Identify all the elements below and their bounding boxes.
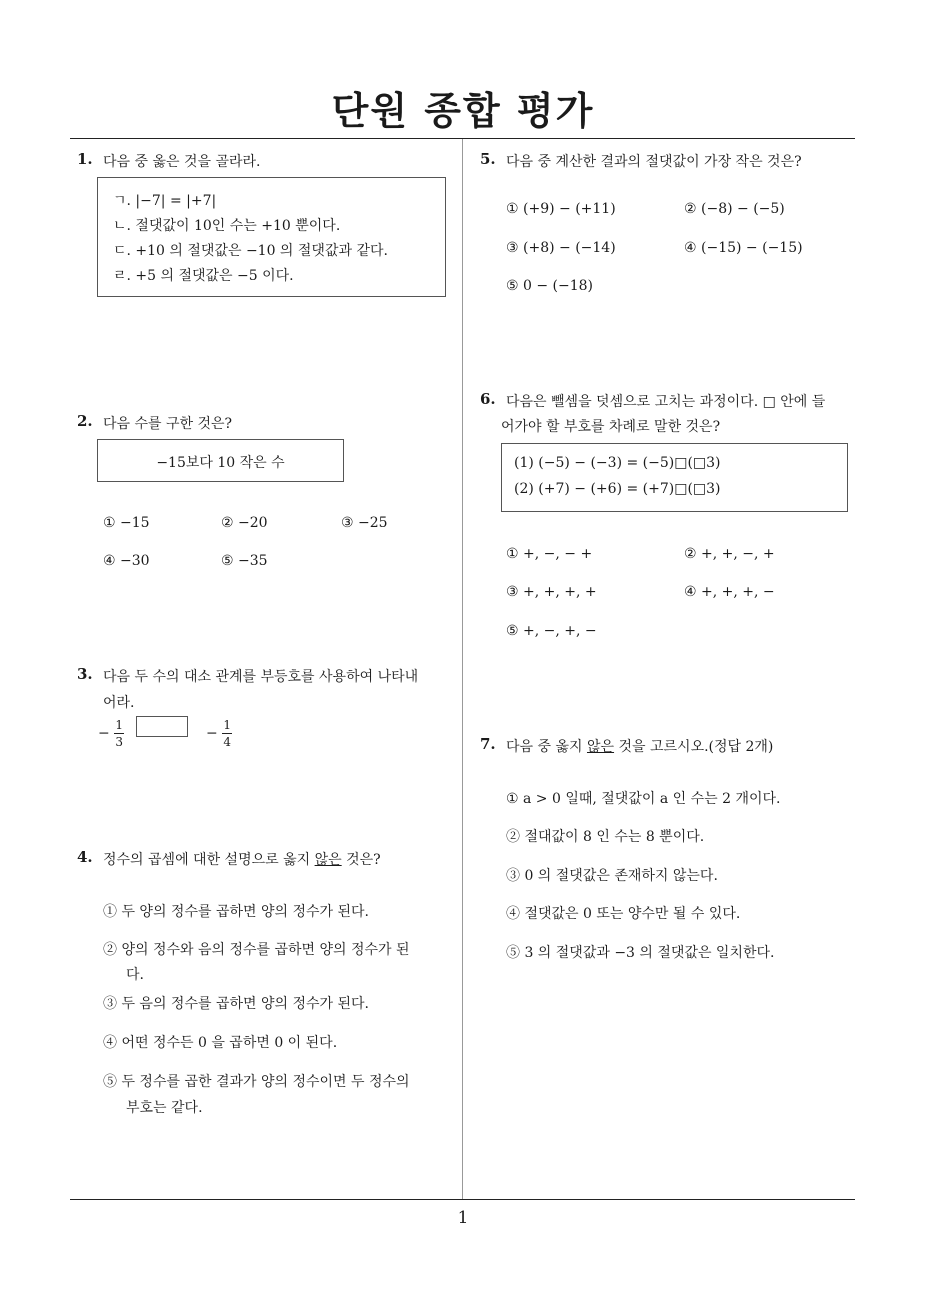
choice[interactable]: ② 절대값이 8 인 수는 8 뿐이다. [506,829,705,845]
choice[interactable]: ① a > 0 일때, 절댓값이 a 인 수는 2 개이다. [506,791,781,807]
question-text: 다음 수를 구한 것은? [103,416,233,432]
question-text-cont: 어가야 할 부호를 차례로 말한 것은? [501,419,721,435]
choice[interactable]: ④ −30 [103,553,150,569]
choice[interactable]: ② (−8) − (−5) [684,201,785,217]
choice[interactable]: ② +, +, −, + [684,546,775,562]
choice[interactable]: ① (+9) − (+11) [506,201,616,217]
question-number: 3. [77,665,93,683]
choice[interactable]: ⑤ −35 [221,553,268,569]
choice[interactable]: ⑤ 3 의 절댓값과 −3 의 절댓값은 일치한다. [506,945,775,961]
page-number: 1 [457,1208,469,1228]
process-box [501,443,848,512]
numerator: 1 [223,718,231,732]
numerator: 1 [115,718,123,732]
choice[interactable]: ② 양의 정수와 음의 정수를 곱하면 양의 정수가 된 [103,942,410,958]
choice[interactable]: ③ (+8) − (−14) [506,240,616,256]
statement-item: ㄴ. 절댓값이 10인 수는 +10 뿐이다. [113,218,341,234]
choice[interactable]: ④ +, +, +, − [684,584,775,600]
choice[interactable]: ④ 절댓값은 0 또는 양수만 될 수 있다. [506,906,741,922]
statement-item: ㄹ. +5 의 절댓값은 −5 이다. [113,268,294,284]
question-text: 정수의 곱셈에 대한 설명으로 옳지 않은 것은? [103,852,381,868]
column-divider [462,139,463,1200]
question-text: 다음 중 계산한 결과의 절댓값이 가장 작은 것은? [506,154,802,170]
choice-cont: 부호는 같다. [126,1100,203,1116]
statement-item: ㄷ. +10 의 절댓값은 −10 의 절댓값과 같다. [113,243,388,259]
denominator: 3 [115,735,123,749]
question-number: 5. [480,150,496,168]
fraction-right [206,718,232,749]
choice[interactable]: ① 두 양의 정수를 곱하면 양의 정수가 된다. [103,904,369,920]
minus-sign: − [206,725,218,742]
expression-text: −15보다 10 작은 수 [156,455,285,471]
statement-item: ㄱ. |−7| = |+7| [113,193,217,209]
question-text: 다음 중 옳은 것을 골라라. [103,154,261,170]
choice[interactable]: ② −20 [221,515,268,531]
question-text-cont: 어라. [103,695,135,711]
choice-cont: 다. [126,967,144,983]
question-text: 다음 중 옳지 않은 것을 고르시오.(정답 2개) [506,739,774,755]
fraction-left [98,718,124,749]
footer-rule [70,1199,855,1200]
choice[interactable]: ③ +, +, +, + [506,584,597,600]
choice[interactable]: ③ 두 음의 정수를 곱하면 양의 정수가 된다. [103,996,369,1012]
choice[interactable]: ① +, −, − + [506,546,593,562]
question-number: 4. [77,848,93,866]
question-number: 1. [77,150,93,168]
choice[interactable]: ⑤ +, −, +, − [506,623,597,639]
choice[interactable]: ③ −25 [341,515,388,531]
process-line: (1) (−5) − (−3) = (−5)□(□3) [514,455,721,471]
choice[interactable]: ④ 어떤 정수든 0 을 곱하면 0 이 된다. [103,1035,338,1051]
page-title: 단원 종합 평가 [331,89,595,133]
question-text: 다음은 뺄셈을 덧셈으로 고치는 과정이다. □ 안에 들 [506,394,826,410]
choice[interactable]: ③ 0 의 절댓값은 존재하지 않는다. [506,868,718,884]
choice[interactable]: ⑤ 0 − (−18) [506,278,594,294]
minus-sign: − [98,725,110,742]
question-number: 7. [480,735,496,753]
question-text: 다음 두 수의 대소 관계를 부등호를 사용하여 나타내 [103,669,419,685]
denominator: 4 [223,735,231,749]
choice[interactable]: ⑤ 두 정수를 곱한 결과가 양의 정수이면 두 정수의 [103,1074,410,1090]
choice[interactable]: ④ (−15) − (−15) [684,240,803,256]
answer-box[interactable] [136,716,188,737]
question-number: 2. [77,412,93,430]
process-line: (2) (+7) − (+6) = (+7)□(□3) [514,481,721,497]
choice[interactable]: ① −15 [103,515,150,531]
question-number: 6. [480,390,496,408]
